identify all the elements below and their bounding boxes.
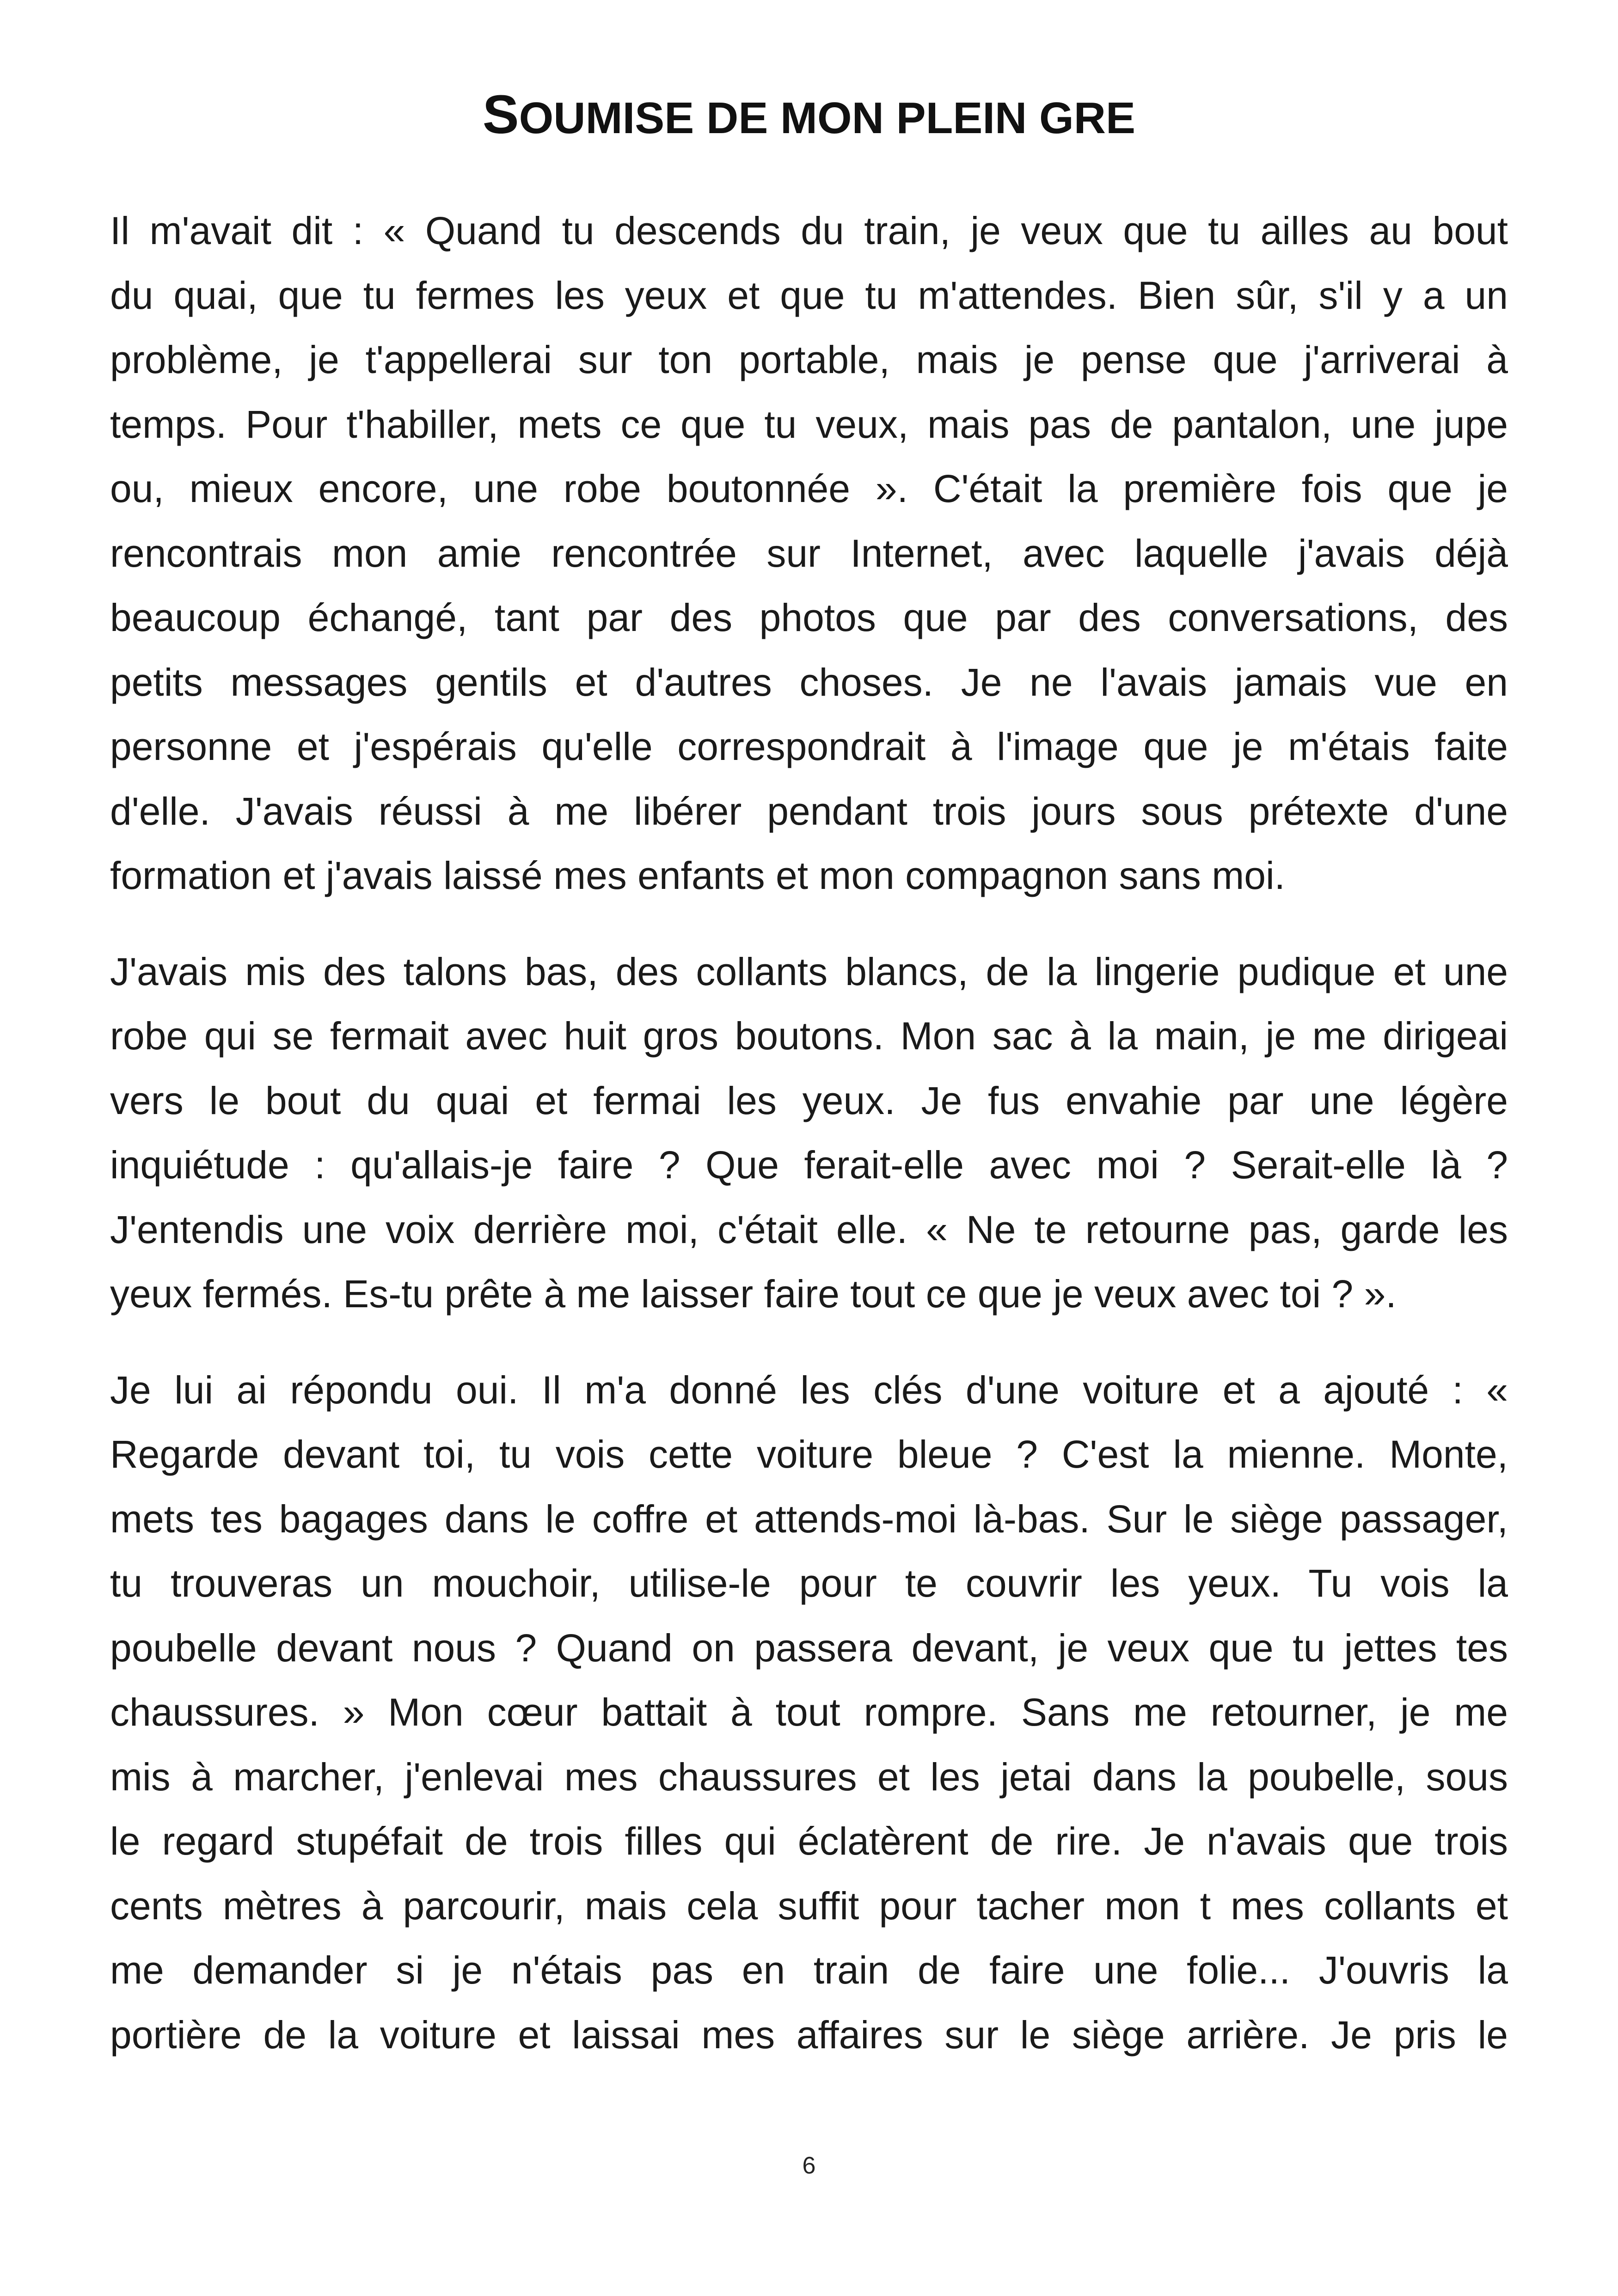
text-line: cents mètres à parcourir, mais cela suffit pour tacher mon t mes collants et <box>110 1884 1508 1928</box>
text-line: temps. Pour t'habiller, mets ce que tu veux, mais pas de pantalon, une jupe <box>110 402 1508 446</box>
text-line: inquiétude : qu'allais-je faire ? Que ferait-elle avec moi ? Serait-elle là ? <box>110 1143 1508 1187</box>
text-line: me demander si je n'étais pas en train de faire une folie... J'ouvris la <box>110 1948 1508 1992</box>
text-line: tu trouveras un mouchoir, utilise-le pour te couvrir les yeux. Tu vois la <box>110 1561 1508 1605</box>
page-title <box>0 82 1618 151</box>
text-line: du quai, que tu fermes les yeux et que tu m'attendes. Bien sûr, s'il y a un <box>110 273 1508 317</box>
paragraph-3 <box>110 1358 1508 2068</box>
text-line: mets tes bagages dans le coffre et attends-moi là-bas. Sur le siège passager, <box>110 1497 1508 1541</box>
text-line: Regarde devant toi, tu vois cette voiture bleue ? C'est la mienne. Monte, <box>110 1433 1508 1476</box>
page-number: 6 <box>802 2152 816 2179</box>
title-rest: OUMISE DE MON PLEIN GRE <box>519 93 1136 143</box>
text-line: chaussures. » Mon cœur battait à tout rompre. Sans me retourner, je me <box>110 1690 1508 1734</box>
text-line: ou, mieux encore, une robe boutonnée ». C'était la première fois que je <box>110 467 1508 510</box>
text-line: le regard stupéfait de trois filles qui éclatèrent de rire. Je n'avais que trois <box>110 1819 1508 1863</box>
text-line: formation et j'avais laissé mes enfants et mon compagnon sans moi. <box>110 854 1285 897</box>
text-line: J'entendis une voix derrière moi, c'était elle. « Ne te retourne pas, garde les <box>110 1207 1508 1251</box>
text-line: petits messages gentils et d'autres choses. Je ne l'avais jamais vue en <box>110 660 1508 704</box>
text-line: problème, je t'appellerai sur ton portable, mais je pense que j'arriverai à <box>110 338 1508 381</box>
title-initial: S <box>482 84 519 145</box>
body-text <box>110 199 1508 2099</box>
text-line: portière de la voiture et laissai mes affaires sur le siège arrière. Je pris le <box>110 2013 1508 2057</box>
text-line: beaucoup échangé, tant par des photos que par des conversations, des <box>110 596 1508 639</box>
text-line: vers le bout du quai et fermai les yeux. Je fus envahie par une légère <box>110 1078 1508 1122</box>
text-line: Je lui ai répondu oui. Il m'a donné les clés d'une voiture et a ajouté : « <box>110 1368 1508 1412</box>
text-line: robe qui se fermait avec huit gros boutons. Mon sac à la main, je me dirigeai <box>110 1014 1508 1058</box>
text-line: Il m'avait dit : « Quand tu descends du train, je veux que tu ailles au bout <box>110 209 1508 252</box>
text-line: J'avais mis des talons bas, des collants blancs, de la lingerie pudique et une <box>110 949 1508 993</box>
text-line: rencontrais mon amie rencontrée sur Internet, avec laquelle j'avais déjà <box>110 531 1508 575</box>
text-line: mis à marcher, j'enlevai mes chaussures et les jetai dans la poubelle, sous <box>110 1755 1508 1799</box>
text-line: personne et j'espérais qu'elle correspondrait à l'image que je m'étais faite <box>110 725 1508 768</box>
text-line: poubelle devant nous ? Quand on passera devant, je veux que tu jettes tes <box>110 1626 1508 1670</box>
text-line: d'elle. J'avais réussi à me libérer pendant trois jours sous prétexte d'une <box>110 789 1508 833</box>
paragraph-2 <box>110 940 1508 1327</box>
text-line: yeux fermés. Es-tu prête à me laisser faire tout ce que je veux avec toi ? ». <box>110 1272 1397 1316</box>
paragraph-1 <box>110 199 1508 908</box>
